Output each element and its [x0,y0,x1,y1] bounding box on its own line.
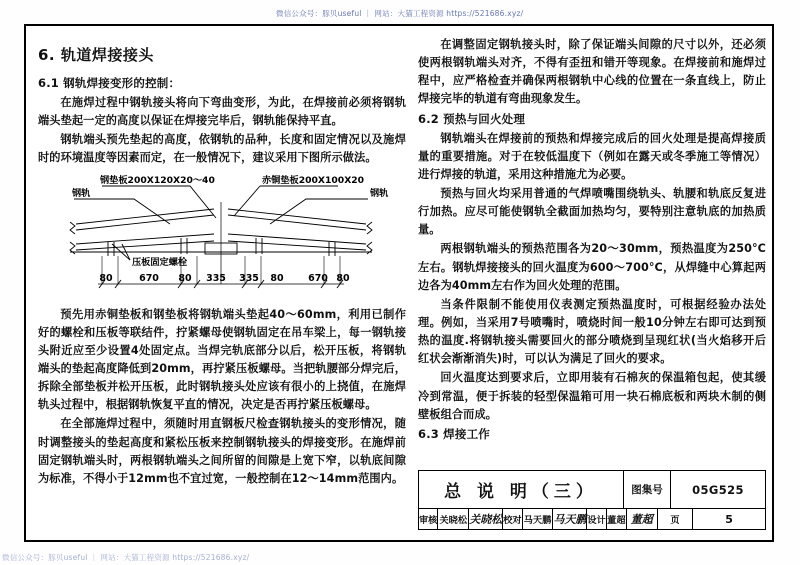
left-paragraph-1: 在施焊过程中钢轨接头将向下弯曲变形，为此，在焊接前必须将钢轨端头垫起一定的高度以保证在焊接完毕后，钢轨能保持平直。 [38,96,406,128]
rail-right-head-top [228,209,366,224]
title-block [418,470,766,530]
diagram-label-rail-right: 钢轨 [370,187,389,199]
design-label: 设计 [587,509,606,529]
leader-steel-plate [102,186,216,218]
page-label: 页 [658,509,693,529]
right-paragraph-1: 在调整固定钢轨接头时，除了保证端头间隙的尺寸以外，还必须使两根钢轨端头对齐，不得有歪扭和错开等现象。在焊接前和施焊过程中，应严格检查并确保两根钢轨中心线的位置在一条直线上，防止焊接完毕的轨道有弯曲现象发生。 [418,38,766,106]
right-paragraph-6: 回火温度达到要求后，立即用装有石棉灰的保温箱包起，使其缓冷到常温，便于拆装的轻型保温箱可用一块石棉底板和两块木制的侧壁板组合而成。 [418,371,766,421]
dimension-value-8: 80 [336,272,350,284]
left-paragraph-4: 在全部施焊过程中，须随时用直钢板尺检查钢轨接头的变形情况，随时调整接头的垫起高度和紧松压板来控制钢轨接头的焊接变形。在施焊前固定钢轨端头时，两根钢轨端头之间所留的间隙是上宽下窄，以轨底间隙为标准，不得小于12mm也不宜过宽，一般控制在12～14mm范围内。 [38,417,406,485]
design-name: 董超 [607,509,627,529]
rail-welding-diagram [38,172,404,300]
review-label: 审核 [419,509,438,529]
shim-left-outer [108,242,114,256]
review-signature: 关晓松 [469,509,503,529]
check-name: 马天鹏 [523,509,554,529]
check-label: 校对 [503,509,522,529]
rail-welding-svg [38,172,404,300]
rail-right-head-bottom [228,215,366,230]
subsection-6-2-heading: 6.2 预热与回火处理 [418,111,526,126]
leader-rail-left [74,199,170,224]
dimension-value-2: 670 [139,272,159,284]
dimension-value-6: 80 [270,272,284,284]
dimension-value-3: 80 [178,272,192,284]
shim-right-outer [329,242,335,256]
drawing-frame-inner [26,26,772,540]
dimension-value-5: 335 [239,272,259,284]
diagram-label-rail-left: 钢轨 [72,187,91,199]
title-block-signature-row [419,509,765,529]
subsection-6-3-heading: 6.3 焊接工作 [418,426,490,441]
dimension-value-4: 335 [206,272,226,284]
atlas-number-label: 图集号 [624,471,671,508]
design-signature: 董超 [627,509,658,529]
drawing-frame [24,24,774,542]
right-paragraph-3: 预热与回火均采用普通的气焊喷嘴围绕轨头、轨腰和轨底反复进行加热。应尽可能使钢轨全截面加热均匀，要特别注意轨底的加热质量。 [418,186,766,237]
right-paragraph-5: 当条件限制不能使用仪表测定预热温度时，可根据经验办法处理。例如，当采用7号喷嘴时，喷烧时间一般10分钟左右即可达到预热的温度.将钢轨接头需要回火的部分喷烧到呈现红状(当火焰移开后红状会渐渐消失)时，可以认为满足了回火的要求。 [418,297,766,366]
dimension-value-7: 670 [308,272,328,284]
right-paragraph-4: 两根钢轨端头的预热范围各为20～30mm，预热温度为250°C左右。钢轨焊接接头的回火温度为600～700°C，从焊缝中心算起两边各为40mm左右作为回火处理的范围。 [418,242,766,292]
left-paragraph-2: 钢轨端头预先垫起的高度，依钢轨的品种，长度和固定情况以及施焊时的环境温度等因素而定，在一般情况下，建议采用下图所示做法。 [38,133,406,165]
left-column [38,36,406,489]
diagram-label-steel-plate: 钢垫板200X120X20～40 [100,174,215,186]
leader-rail-right [270,199,368,224]
right-paragraph-2: 钢轨端头在焊接前的预热和焊接完成后的回火处理是提高焊接质量的重要措施。对于在较低温度下（例如在露天或冬季施工等情况）进行焊接的轨道，采用这种措施尤为必要。 [418,131,766,181]
page-number: 5 [725,512,733,526]
rail-left-head-bottom [76,215,214,230]
left-paragraph-3: 预先用赤铜垫板和钢垫板将钢轨端头垫起40～60mm，利用已制作好的螺栓和压板等联结件，拧紧螺母使钢轨固定在吊车梁上，每一钢轨接头附近应至少设置4处固定点。当焊完轨底部分以后，松开压板，将钢轨端头的垫起高度降低到20mm，再拧紧压板螺母。当把轨腰部分焊完后，拆除全部垫板并松开压板，此时钢轨接头处应该有很小的上挠值，在施焊轨头过程中，根据钢轨恢复平直的情况，决定是否再拧紧压板螺母。 [38,307,406,412]
diagram-label-copper-plate: 赤铜垫板200X100X20 [262,174,365,186]
watermark-top: 微信公众号：豚贝useful ｜ 网站：大猫工程资源 https://521686.xyz/ [276,9,524,18]
review-name: 关晓松 [438,509,469,529]
dimension-value-1: 80 [99,272,113,284]
watermark-bottom: 微信公众号：豚贝useful ｜ 网站：大猫工程资源 https://521686.xyz/ [2,553,250,562]
rail-left-head-top [76,209,214,224]
subsection-6-1-heading: 6.1 钢轨焊接变形的控制： [38,76,181,90]
break-symbol-left-top [70,222,75,234]
break-symbol-right-top [367,222,372,234]
check-signature: 马天鹏 [553,509,587,529]
diagram-label-bolt: 压板固定螺栓 [132,256,188,268]
atlas-number-value: 05G525 [692,482,744,497]
drawing-title: 总 说 明（三） [419,471,624,508]
right-column [418,36,766,445]
page-title: 6. 轨道焊接接头 [38,46,154,64]
title-block-top-row [419,471,765,509]
